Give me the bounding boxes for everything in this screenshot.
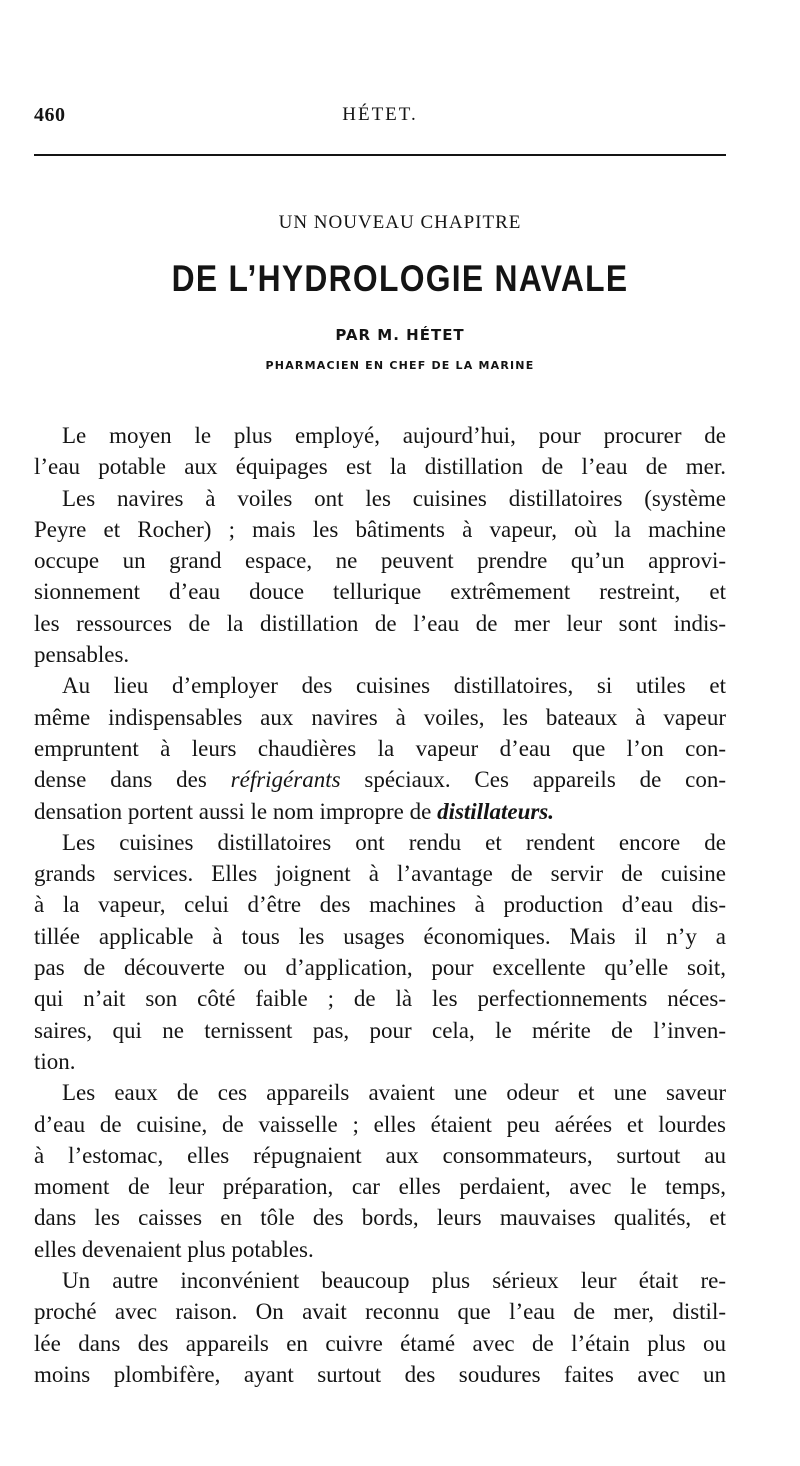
body-line: sionnement d’eau douce tellurique extrêmement restreint, et: [34, 579, 726, 605]
body-line: l’eau potable aux équipages est la distillation de l’eau de mer.: [34, 454, 726, 480]
author-affiliation: PHARMACIEN EN CHEF DE LA MARINE: [265, 359, 535, 372]
body-line: proché avec raison. On avait reconnu que l’eau de mer, distil-: [34, 1299, 726, 1325]
body-line: occupe un grand espace, ne peuvent prendre qu’un approvi-: [34, 548, 726, 574]
body-line: moment de leur préparation, car elles perdaient, avec le temps,: [34, 1174, 726, 1200]
body-line: dans les caisses en tôle des bords, leurs mauvaises qualités, et: [34, 1205, 726, 1231]
body-line: Les eaux de ces appareils avaient une odeur et une saveur: [62, 1080, 726, 1106]
body-line: tillée applicable à tous les usages économiques. Mais il n’y a: [34, 923, 726, 949]
article-title: DE L’HYDROLOGIE NAVALE: [171, 258, 629, 299]
body-line: lée dans des appareils en cuivre étamé avec de l’étain plus ou: [34, 1330, 726, 1356]
body-line: qui n’ait son côté faible ; de là les perfectionnements néces-: [34, 986, 726, 1012]
body-text-run: densation portent aussi le nom impropre de: [34, 798, 432, 824]
running-title: HÉTET.: [342, 104, 418, 125]
body-line: même indispensables aux navires à voiles, les bateaux à vapeur: [34, 704, 726, 730]
body-line: Les cuisines distillatoires ont rendu et rendent encore de: [62, 829, 726, 855]
body-line: Peyre et Rocher) ; mais les bâtiments à vapeur, où la machine: [34, 516, 726, 542]
body-line: d’eau de cuisine, de vaisselle ; elles étaient peu aérées et lourdes: [34, 1111, 726, 1137]
body-line: à la vapeur, celui d’être des machines à production d’eau dis-: [34, 892, 726, 918]
article-pretitle: UN NOUVEAU CHAPITRE: [278, 212, 522, 233]
running-head: [34, 104, 726, 136]
article-byline: PAR M. HÉTET: [335, 326, 465, 344]
body-line: Un autre inconvénient beaucoup plus sérieux leur était re-: [62, 1268, 726, 1294]
body-line: elles devenaient plus potables.: [34, 1236, 314, 1262]
body-text-run: dense dans des: [34, 767, 207, 793]
body-text-italic: réfrigérants: [230, 767, 341, 793]
body-line-mixed: [34, 764, 726, 795]
body-line: saires, qui ne ternissent pas, pour cela, le mérite de l’inven-: [34, 1017, 726, 1043]
body-line: empruntent à leurs chaudières la vapeur d’eau que l’on con-: [34, 735, 726, 761]
body-line: les ressources de la distillation de l’eau de mer leur sont indis-: [34, 610, 726, 636]
body-line: Au lieu d’employer des cuisines distillatoires, si utiles et: [62, 673, 726, 699]
body-line: pensables.: [34, 642, 130, 668]
article-body: [34, 420, 726, 1390]
body-line: grands services. Elles joignent à l’avantage de servir de cuisine: [34, 861, 726, 887]
body-line: Le moyen le plus employé, aujourd’hui, pour procurer de: [62, 423, 726, 448]
body-line: à l’estomac, elles répugnaient aux consommateurs, surtout au: [34, 1142, 726, 1168]
page-number: 460: [34, 104, 66, 126]
body-line: tion.: [34, 1048, 76, 1074]
body-text-italic: distillateurs.: [437, 798, 555, 824]
header-rule: [34, 154, 726, 156]
body-line-mixed: [34, 796, 726, 827]
body-line: moins plombifère, ayant surtout des soudures faites avec un: [34, 1361, 726, 1387]
body-text-run: spéciaux. Ces appareils de con-: [364, 767, 727, 793]
body-line: Les navires à voiles ont les cuisines distillatoires (système: [62, 485, 726, 511]
body-line: pas de découverte ou d’application, pour excellente qu’elle soit,: [34, 955, 726, 981]
